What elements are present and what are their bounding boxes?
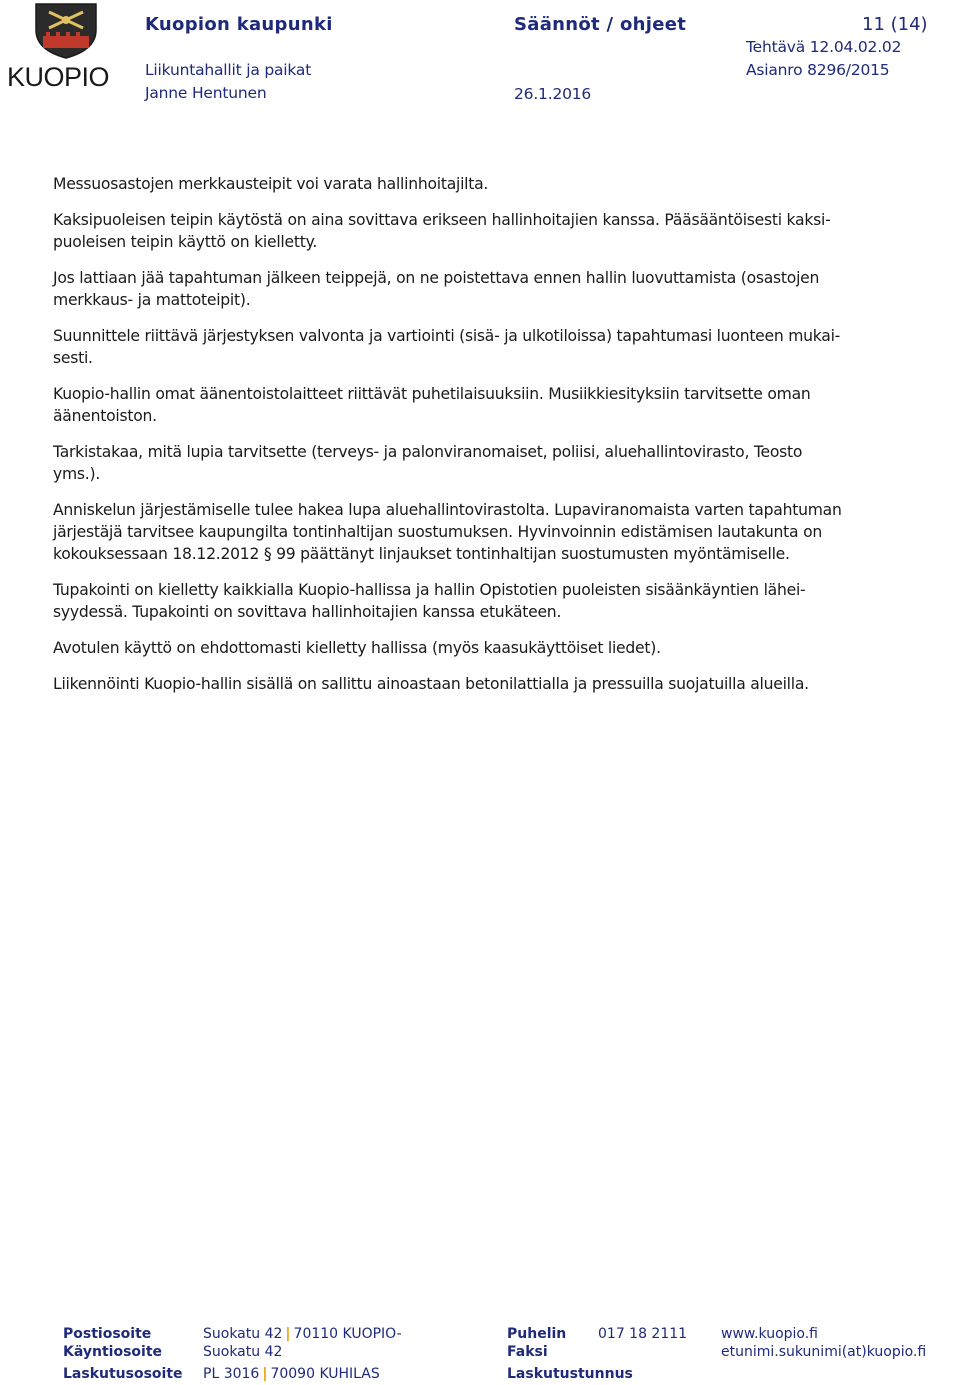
task-code: Tehtävä 12.04.02.02 [746,38,902,56]
organization-name: Kuopion kaupunki [145,14,333,35]
paragraph [53,267,960,311]
paragraph [53,383,960,427]
unit-name: Liikuntahallit ja paikat [145,61,312,79]
footer-billing-id-label: Laskutustunnus [507,1366,633,1382]
paragraph [53,637,960,659]
footer-postal-address [203,1326,402,1342]
footer-website[interactable]: www.kuopio.fi [721,1326,818,1342]
coat-of-arms-icon [31,2,101,60]
document-body [53,173,960,709]
footer-visit-label: Käyntiosoite [63,1344,163,1360]
text-line: järjestäjä tarvitsee kaupungilta tontinhaltijan suostumuksen. Hyvinvoinnin edistämisen lautakunta on [53,523,822,541]
separator: | [285,1326,291,1342]
paragraph [53,325,960,369]
paragraph [53,173,960,195]
footer-email[interactable]: etunimi.sukunimi(at)kuopio.fi [721,1344,927,1360]
text-line: kokouksessaan 18.12.2012 § 99 päättänyt linjaukset tontinhaltijan suostumusten myöntämiselle. [53,545,790,563]
footer-billing-label: Laskutusosoite [63,1366,183,1382]
paragraph [53,441,960,485]
text-line: syydessä. Tupakointi on sovittava hallinhoitajien kanssa etukäteen. [53,603,562,621]
footer-divider [53,1313,920,1314]
text-line: Tupakointi on kielletty kaikkialla Kuopio-hallissa ja hallin Opistotien puoleisten sisäänkäyntien lähei- [53,581,806,599]
text-line: merkkaus- ja mattoteipit). [53,291,251,309]
text-line: Anniskelun järjestämiselle tulee hakea lupa aluehallintovirastolta. Lupaviranomaista varten tapahtuman [53,501,842,519]
postal-street: Suokatu 42 [203,1326,283,1342]
document-date: 26.1.2016 [514,85,592,103]
text-line: Kaksipuoleisen teipin käytöstä on aina sovittava erikseen hallinhoitajien kanssa. Pääsääntöisesti kaksi- [53,211,831,229]
text-line: Messuosastojen merkkausteipit voi varata hallinhoitajilta. [53,175,489,193]
text-line: sesti. [53,349,93,367]
text-line: Avotulen käyttö on ehdottomasti kielletty hallissa (myös kaasukäyttöiset liedet). [53,639,661,657]
paragraph [53,499,960,565]
footer-postal-label: Postiosoite [63,1326,152,1342]
text-line: Liikennöinti Kuopio-hallin sisällä on sallittu ainoastaan betonilattialla ja pressuilla suojatuilla alueilla. [53,675,809,693]
text-line: Suunnittele riittävä järjestyksen valvonta ja vartiointi (sisä- ja ulkotiloissa) tapahtumasi luonteen mukai- [53,327,841,345]
text-line: Jos lattiaan jää tapahtuman jälkeen teippejä, on ne poistettava ennen hallin luovuttamista (osastojen [53,269,820,287]
paragraph [53,579,960,623]
text-line: äänentoiston. [53,407,157,425]
separator: | [262,1366,268,1382]
author-name: Janne Hentunen [145,84,267,102]
footer-phone-label: Puhelin [507,1326,567,1342]
footer-phone-value: 017 18 2111 [598,1326,688,1342]
kuopio-logo [4,2,110,98]
billing-city: 70090 KUHILAS [270,1366,380,1382]
paragraph [53,209,960,253]
paragraph [53,673,960,695]
billing-box: PL 3016 [203,1366,260,1382]
text-line: Kuopio-hallin omat äänentoistolaitteet riittävät puhetilaisuuksiin. Musiikkiesityksiin tarvitsette oman [53,385,811,403]
document-type: Säännöt / ohjeet [514,14,687,35]
text-line: puoleisen teipin käyttö on kielletty. [53,233,318,251]
page-number: 11 (14) [862,14,928,35]
text-line: Tarkistakaa, mitä lupia tarvitsette (terveys- ja palonviranomaiset, poliisi, aluehallintovirasto, Teosto [53,443,803,461]
footer-billing-address [203,1366,380,1382]
text-line: yms.). [53,465,101,483]
case-number: Asianro 8296/2015 [746,61,890,79]
logo-wordmark: KUOPIO [7,62,110,92]
footer-fax-label: Faksi [507,1344,548,1360]
postal-city: 70110 KUOPIO- [293,1326,402,1342]
footer-visit-value: Suokatu 42 [203,1344,283,1360]
